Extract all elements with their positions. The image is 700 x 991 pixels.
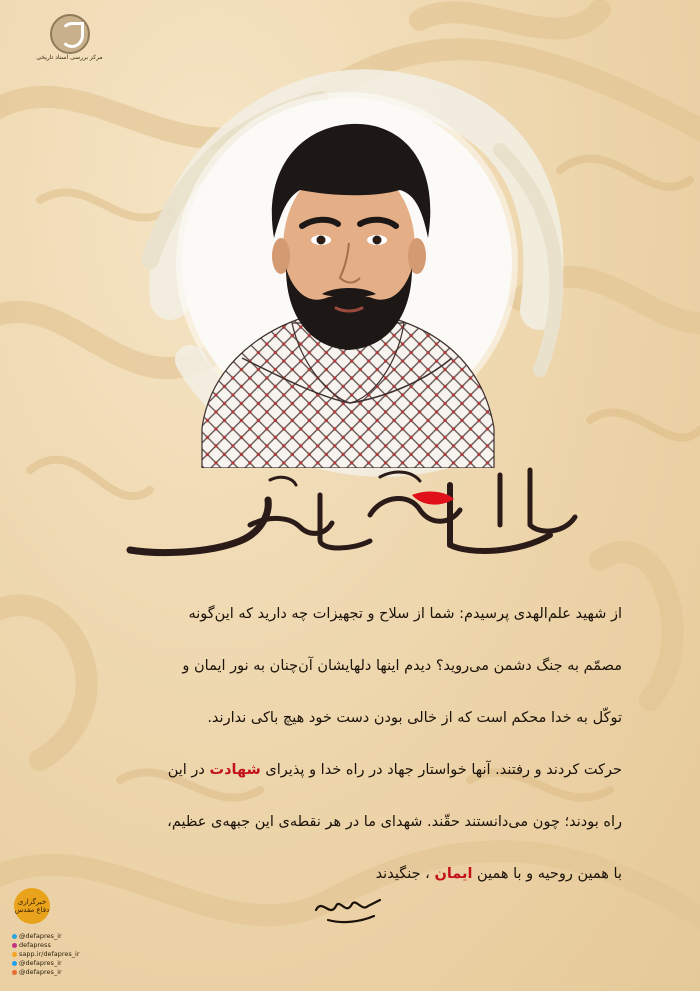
defapress-badge: خبرگزاری دفاع مقدس [14,888,50,924]
sapp-icon [12,952,17,957]
quote-text-part: راه بودند؛ چون می‌دانستند حقّند. شهدای ما در هر نقطه‌ی این جبهه‌ی عظیم، [167,814,622,830]
eitaa-icon [12,970,17,975]
social-handle[interactable] [12,950,80,958]
social-handle-text: @defapres_ir [19,968,62,976]
logo-icon [50,14,90,54]
portrait-illustration [182,98,512,468]
quote-line [62,696,622,748]
quote-line [62,644,622,696]
social-handle[interactable] [12,941,51,949]
quote-text-part: در این [167,762,210,778]
social-handle-text: @defapres_ir [19,932,62,940]
quote-text-part: با همین روحیه و با همین [472,866,622,882]
telegram-icon [12,934,17,939]
quote-text-part: حرکت کردند و رفتند. آنها خواستار جهاد در راه خدا و پذیرای [260,762,622,778]
highlighted-word: ایمان [434,866,473,882]
social-handle[interactable] [12,932,62,940]
highlighted-word: شهادت [209,762,261,778]
quote-text-part: ، جنگیدند [375,866,435,882]
quote-text-part: مصمّم به جنگ دشمن می‌روید؟ دیدم اینها دلهایشان آن‌چنان به نور ایمان و [182,658,622,674]
social-block [8,888,98,983]
title-calligraphy [120,455,590,570]
signature [308,888,388,928]
logo-text: مرکز بررسی اسناد تاریخی [36,54,103,61]
social-handle-text: sapp.ir/defapres_ir [19,950,80,958]
site-logo [22,14,117,66]
quote-line [62,800,622,852]
social-handle-text: @defapres_ir [19,959,62,967]
quote-line [62,592,622,644]
social-handle[interactable] [12,959,62,967]
quote-text-part: از شهید علم‌الهدی پرسیدم: شما از سلاح و تجهیزات چه دارید که این‌گونه [188,606,622,622]
quote-text [62,592,622,904]
instagram-icon [12,943,17,948]
title-text: شهید سید حسین علم الهدی [349,565,361,566]
social-handle[interactable] [12,968,62,976]
social-handle-text: defapress [19,941,51,949]
quote-line [62,748,622,800]
twitter-icon [12,961,17,966]
quote-text-part: توکّل به خدا محکم است که از خالی بودن دست خود هیچ باکی ندارند. [207,710,622,726]
